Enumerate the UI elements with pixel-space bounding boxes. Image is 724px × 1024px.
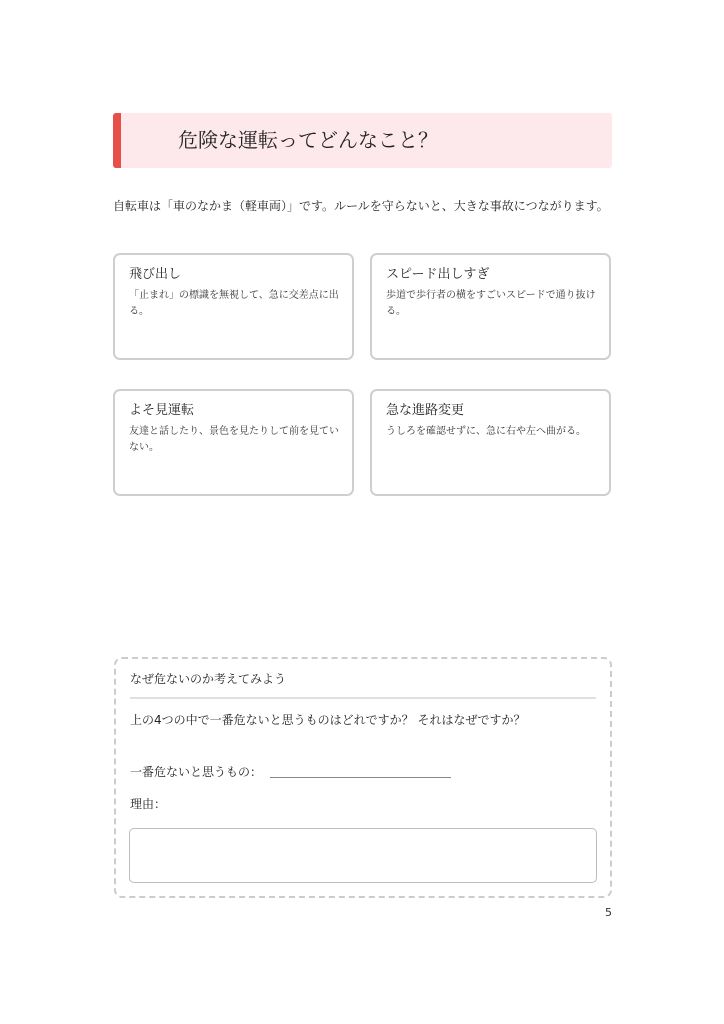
page-number: 5: [605, 906, 612, 919]
card-description: 友達と話したり、景色を見たりして前を見ていない。: [129, 426, 339, 453]
answer-label: 一番危ないと思うもの：: [130, 765, 263, 779]
card-distracted: [113, 389, 354, 496]
title-accent-bar: [113, 113, 121, 168]
page-title: 危険な運転ってどんなこと？: [178, 128, 438, 152]
intro-paragraph: 自転車は「車のなかま（軽車両）」です。ルールを守らないと、大きな事故につながります。: [113, 199, 609, 213]
title-banner: [113, 113, 612, 168]
card-title: スピード出しすぎ: [386, 267, 490, 282]
card-title: よそ見運転: [129, 403, 195, 418]
card-description: うしろを確認せずに、急に右や左へ曲がる。: [386, 426, 586, 437]
card-title: 飛び出し: [129, 267, 182, 282]
think-question: 上の4つの中で一番危ないと思うものはどれですか？ それはなぜですか？: [130, 713, 526, 727]
card-description: 歩道で歩行者の横をすごいスピードで通り抜ける。: [386, 290, 596, 317]
think-heading: なぜ危ないのか考えてみよう: [130, 672, 287, 686]
card-title: 急な進路変更: [386, 403, 465, 418]
card-dart-out: [113, 253, 354, 360]
answer-line-field[interactable]: [270, 777, 451, 778]
reason-input-box[interactable]: [129, 828, 597, 883]
divider: [130, 697, 596, 699]
reason-label: 理由：: [130, 797, 167, 811]
card-sudden-turn: [370, 389, 611, 496]
think-section: [114, 657, 612, 898]
card-description: 「止まれ」の標識を無視して、急に交差点に出る。: [129, 290, 339, 317]
answer-row: [130, 763, 262, 781]
card-speeding: [370, 253, 611, 360]
